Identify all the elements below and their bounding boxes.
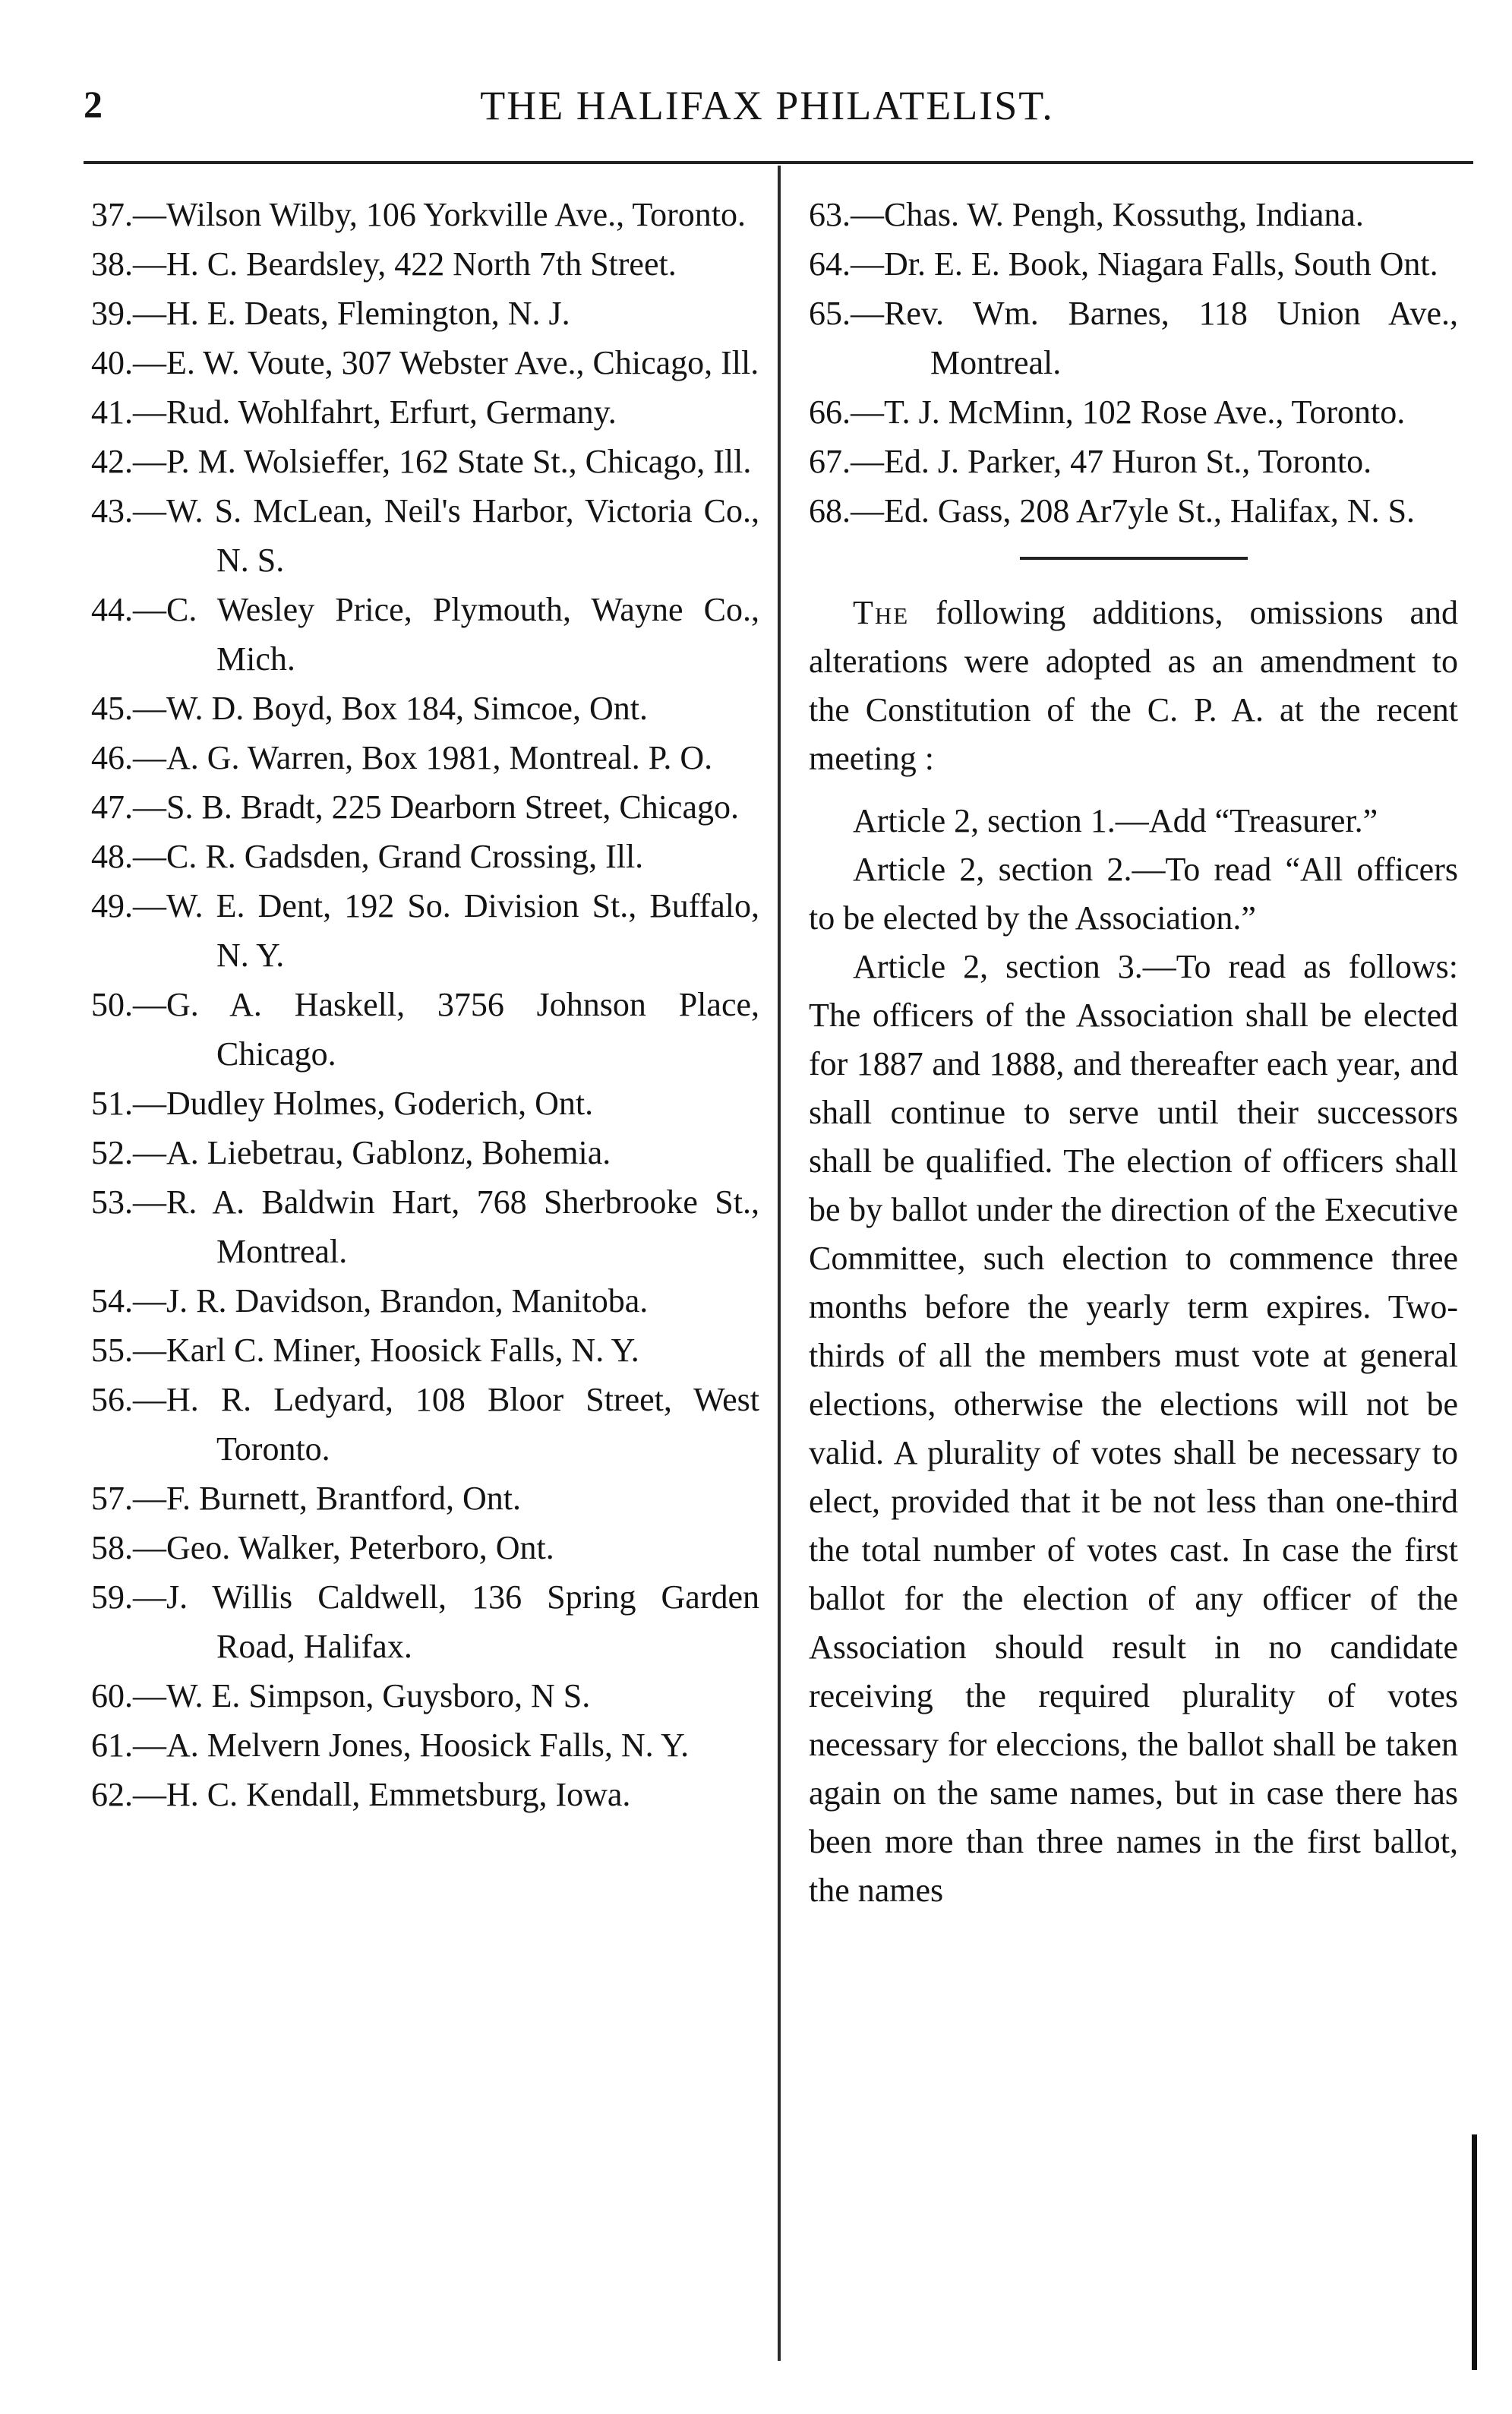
member-entry: 49.—W. E. Dent, 192 So. Division St., Buffalo, N. Y. — [91, 887, 759, 974]
journal-title: THE HALIFAX PHILATELIST. — [480, 83, 1054, 128]
member-entry: 44.—C. Wesley Price, Plymouth, Wayne Co., Mich. — [91, 591, 759, 678]
member-entry: 64.—Dr. E. E. Book, Niagara Falls, South Ont. — [809, 245, 1438, 283]
member-entry: 58.—Geo. Walker, Peterboro, Ont. — [91, 1529, 554, 1566]
member-entry: 52.—A. Liebetrau, Gablonz, Bohemia. — [91, 1134, 611, 1171]
member-entry: 63.—Chas. W. Pengh, Kossuthg, Indiana. — [809, 196, 1364, 233]
column-rule — [778, 166, 781, 2361]
article-paragraph: Article 2, section 2.—To read “All officers to be elected by the Association.” — [809, 851, 1458, 937]
member-entry: 62.—H. C. Kendall, Emmetsburg, Iowa. — [91, 1776, 631, 1813]
member-entry: 43.—W. S. McLean, Neil's Harbor, Victoria Co., N. S. — [91, 492, 759, 579]
member-entry: 47.—S. B. Bradt, 225 Dearborn Street, Chicago. — [91, 788, 739, 826]
member-entry: 50.—G. A. Haskell, 3756 Johnson Place, Chicago. — [91, 986, 759, 1073]
member-entry: 60.—W. E. Simpson, Guysboro, N S. — [91, 1677, 591, 1714]
header-rule — [84, 161, 1473, 164]
member-entry: 61.—A. Melvern Jones, Hoosick Falls, N. Y. — [91, 1727, 690, 1764]
article-paragraph: Article 2, section 3.—To read as follows: The officers of the Association shall be elected for 1887 and 1888, and thereafter each year, and shall continue to serve until their successors shall be qualified. The election of officers shall be by ballot under the direction of the Executive Committee, such election to commence three months before the yearly term expires. Two-thirds of all the members must vote at general elections, otherwise the elections will not be valid. A plurality of votes shall be necessary to elect, provided that it be not less than one-third the total number of votes cast. In case the first ballot for the election of any officer of the Association should result in no candidate receiving the required plurality of votes necessary for eleccions, the ballot shall be taken again on the same names, but in case there has been more than three names in the first ballot, the names — [809, 948, 1458, 1909]
member-entry: 65.—Rev. Wm. Barnes, 118 Union Ave., Montreal. — [809, 295, 1458, 381]
running-head — [84, 82, 1450, 143]
intro-text: following additions, omissions and alterations were adopted as an amendment to the Constitution of the C. P. A. at the recent meeting : — [809, 594, 1458, 777]
member-entry: 38.—H. C. Beardsley, 422 North 7th Street. — [91, 245, 677, 283]
member-entry: 41.—Rud. Wohlfahrt, Erfurt, Germany. — [91, 393, 617, 431]
margin-edge-mark — [1472, 2134, 1477, 2370]
member-entry: 46.—A. G. Warren, Box 1981, Montreal. P. O. — [91, 739, 713, 776]
amendment-intro — [809, 589, 1458, 783]
member-entry: 55.—Karl C. Miner, Hoosick Falls, N. Y. — [91, 1332, 639, 1369]
member-entry: 67.—Ed. J. Parker, 47 Huron St., Toronto. — [809, 443, 1372, 480]
member-entry: 45.—W. D. Boyd, Box 184, Simcoe, Ont. — [91, 690, 648, 727]
member-entry: 53.—R. A. Baldwin Hart, 768 Sherbrooke St., Montreal. — [91, 1183, 759, 1270]
right-column — [809, 190, 1458, 1915]
member-entry: 68.—Ed. Gass, 208 Ar7yle St., Halifax, N. S. — [809, 492, 1416, 529]
page-number: 2 — [84, 83, 103, 125]
member-entry: 39.—H. E. Deats, Flemington, N. J. — [91, 295, 570, 332]
member-entry: 59.—J. Willis Caldwell, 136 Spring Garden Road, Halifax. — [91, 1578, 759, 1665]
member-entry: 66.—T. J. McMinn, 102 Rose Ave., Toronto. — [809, 393, 1406, 431]
member-entry: 37.—Wilson Wilby, 106 Yorkville Ave., Toronto. — [91, 196, 746, 233]
member-entry: 57.—F. Burnett, Brantford, Ont. — [91, 1480, 521, 1517]
section-divider — [1020, 557, 1248, 560]
member-entry: 51.—Dudley Holmes, Goderich, Ont. — [91, 1085, 594, 1122]
left-column — [91, 190, 759, 1819]
member-entry: 40.—E. W. Voute, 307 Webster Ave., Chicago, Ill. — [91, 344, 759, 381]
member-entry: 54.—J. R. Davidson, Brandon, Manitoba. — [91, 1282, 649, 1319]
member-entry: 56.—H. R. Ledyard, 108 Bloor Street, West Toronto. — [91, 1381, 759, 1468]
member-entry: 48.—C. R. Gadsden, Grand Crossing, Ill. — [91, 838, 644, 875]
article-paragraph: Article 2, section 1.—Add “Treasurer.” — [853, 802, 1378, 839]
intro-first-word: The — [853, 594, 910, 631]
member-entry: 42.—P. M. Wolsieffer, 162 State St., Chicago, Ill. — [91, 443, 752, 480]
